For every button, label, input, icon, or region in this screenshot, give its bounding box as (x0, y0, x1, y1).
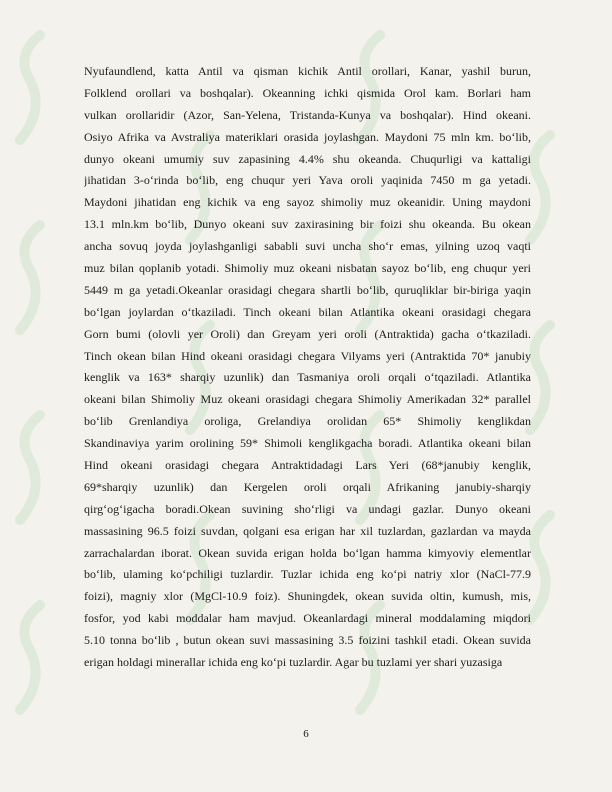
watermark-glyph (530, 515, 550, 620)
text-line: zarrachalardan iborat. Okean suvida erigan holda bo‘lgan hamma kimyoviy elementlar (84, 545, 531, 560)
watermark-glyph (20, 415, 40, 520)
watermark-glyph (530, 135, 550, 240)
text-line: ancha sovuq joyda joylashganligi sababli suvi uncha sho‘r emas, yilning uzoq vaqti (84, 239, 531, 254)
text-line: massasining 96.5 foizi suvdan, qolgani esa erigan har xil tuzlardan, gazlardan va mayda (84, 523, 531, 538)
text-line: dunyo okeani umumiy suv zapasining 4.4% shu okeanda. Chuqurligi va kattaligi (84, 151, 531, 166)
text-line: Tinch okean bilan Hind okeani orasidagi chegara Vilyams yeri (Antraktida 70* janubiy (84, 348, 531, 363)
page-number: 6 (303, 728, 309, 740)
text-line: 5449 m ga yetadi.Okeanlar orasidagi chegara shartli bo‘lib, quruqliklar bir-biriga yaqin (84, 282, 531, 297)
text-line: okeani bilan Shimoliy Muz okeani orasidagi chegara Shimoliy Amerikadan 32* parallel (84, 392, 531, 407)
text-line: 13.1 mln.km bo‘lib, Dunyo okeani suv zaxirasining bir foizi shu okeanda. Bu okean (84, 217, 531, 232)
text-line: muz bilan qoplanib yotadi. Shimoliy muz okeani nisbatan sayoz bo‘lib, eng chuqur yeri (84, 261, 531, 276)
text-line: 5.10 tonna bo‘lib , butun okean suvi massasining 3.5 foizini tashkil etadi. Okean suvida (84, 633, 531, 648)
watermark-glyph (20, 35, 40, 140)
text-line: kenglik va 163* sharqiy uzunlik) dan Tasmaniya oroli orqali o‘tqaziladi. Atlantika (84, 370, 531, 385)
watermark-glyph (20, 605, 40, 710)
watermark-glyph (20, 225, 40, 330)
text-line: Nyufaundlend, katta Antil va qisman kichik Antil orollari, Kanar, yashil burun, (84, 64, 531, 78)
text-line: Maydoni jihatidan eng kichik va eng sayoz shimoliy muz okeanidir. Uning maydoni (84, 195, 531, 210)
text-line: 69*sharqiy uzunlik) dan Kergelen oroli orqali Afrikaning janubiy-sharqiy (84, 479, 531, 494)
text-line: bo‘lib Grenlandiya oroliga, Grelandiya orolidan 65* Shimoliy kenglikdan (84, 414, 531, 429)
text-line: Folklend orollari va boshqalar). Okeanning ichki qismida Orol kam. Borlari ham (84, 85, 531, 100)
text-line: bo‘lgan joylardan o‘tkaziladi. Tinch okeani bilan Atlantika okeani orasidagi chegara (84, 304, 531, 319)
text-line: Hind okeani orasidagi chegara Antraktidadagi Lars Yeri (68*janubiy kenglik, (84, 458, 531, 473)
text-line: Gorn bumi (olovli yer Oroli) dan Greyam yeri oroli (Antraktida) gacha o‘tkaziladi. (84, 326, 531, 341)
body-text (84, 61, 531, 674)
text-line: Osiyo Afrika va Avstraliya materiklari orasida joylashgan. Maydoni 75 mln km. bo‘lib, (84, 129, 531, 144)
text-line: jihatidan 3-o‘rinda bo‘lib, eng chuqur yeri Yava oroli yaqinida 7450 m ga yetadi. (84, 173, 531, 188)
text-line: vulkan orollaridir (Azor, San-Yelena, Tristanda-Kunya va boshqalar). Hind okeani. (84, 107, 531, 122)
text-line: fosfor, yod kabi moddalar ham mavjud. Okeanlardagi mineral moddalaming miqdori (84, 611, 531, 626)
text-line: qirg‘og‘igacha boradi.Okean suvining sho‘rligi va undagi gazlar. Dunyo okeani (84, 501, 531, 516)
watermark-glyph (530, 325, 550, 430)
text-line: bo‘lib, ulaming ko‘pchiligi tuzlardir. Tuzlar ichida eng ko‘pi natriy xlor (NaCl-77.9 (84, 567, 531, 582)
text-line: foizi), magniy xlor (MgCl-10.9 foiz). Shuningdek, okean suvida oltin, kumush, mis, (84, 589, 531, 604)
text-line: erigan holdagi minerallar ichida eng ko‘pi tuzlardir. Agar bu tuzlami yer shari yuzasiga (84, 655, 503, 670)
text-line: Skandinaviya yarim orolining 59* Shimoli kenglikgacha boradi. Atlantika okeani bilan (84, 436, 531, 451)
